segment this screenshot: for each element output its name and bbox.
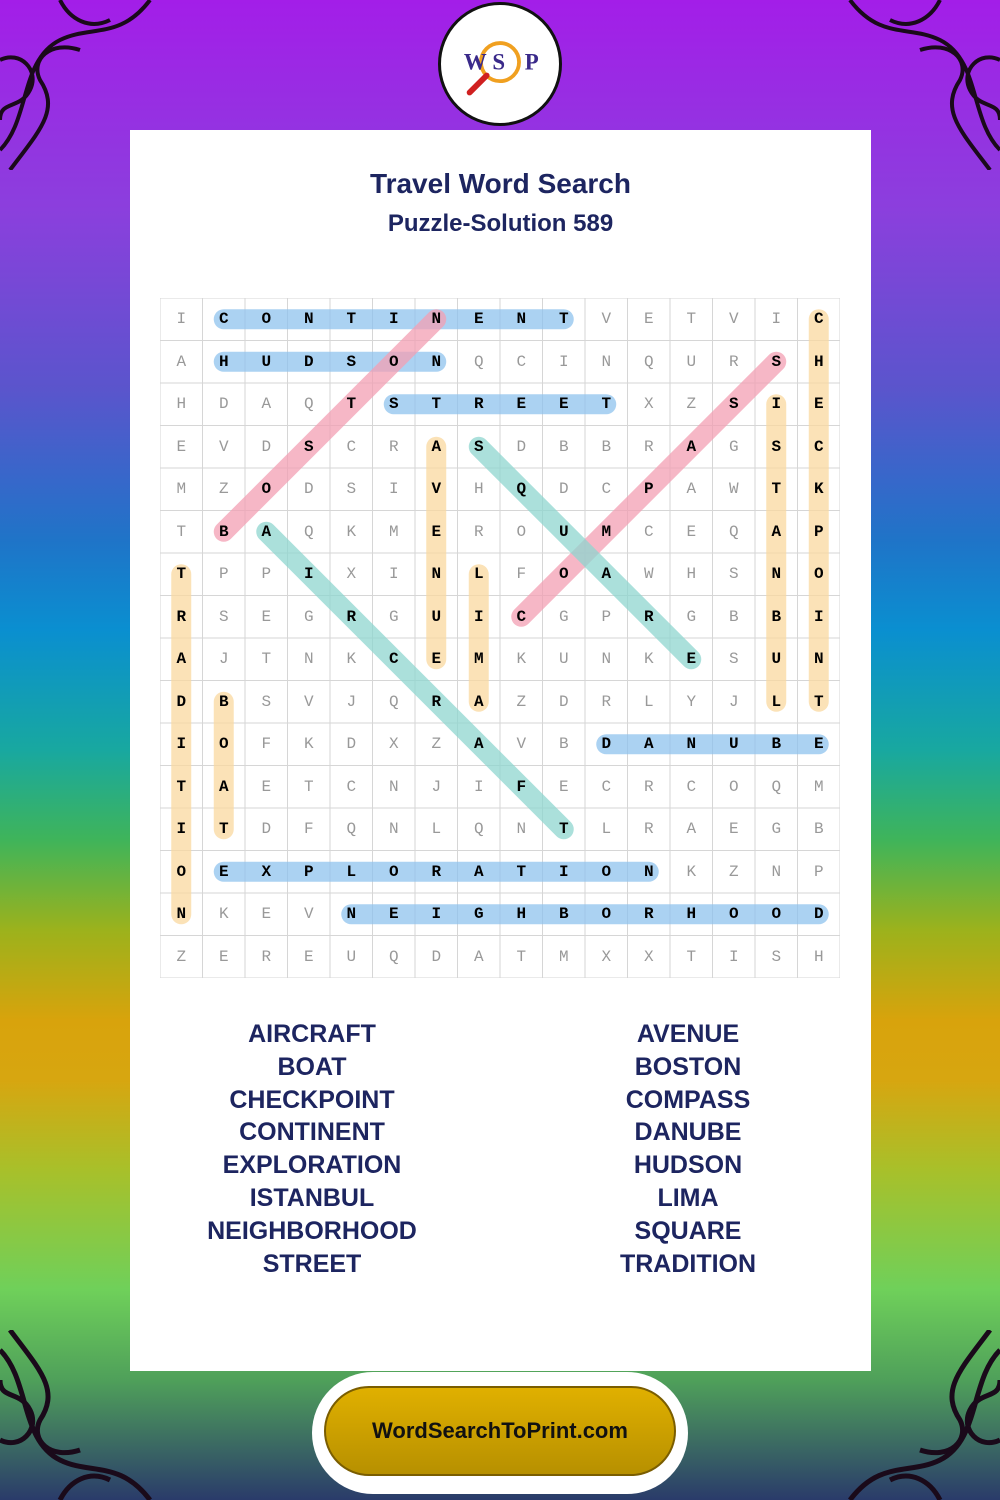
grid-cell: A xyxy=(473,947,484,966)
grid-cell: G xyxy=(686,607,697,626)
puzzle-panel xyxy=(130,130,871,1371)
word-list-item: BOAT xyxy=(277,1052,347,1081)
grid-cell: R xyxy=(473,522,484,541)
word-list-item: HUDSON xyxy=(633,1151,743,1180)
grid-cell: D xyxy=(601,735,612,754)
page-subtitle: Puzzle-Solution 589 xyxy=(387,210,614,237)
grid-cell: K xyxy=(346,522,357,541)
grid-cell: R xyxy=(643,905,654,924)
grid-cell: S xyxy=(771,352,782,371)
grid-cell: T xyxy=(813,692,824,711)
grid-cell: E xyxy=(813,395,824,414)
grid-cell: O xyxy=(813,565,824,584)
word-list-item: NEIGHBORHOOD xyxy=(207,1216,417,1245)
grid-cell: G xyxy=(558,607,569,626)
grid-cell: S xyxy=(473,437,484,456)
grid-cell: I xyxy=(176,820,187,839)
grid-cell: I xyxy=(388,310,399,329)
grid-cell: D xyxy=(218,395,229,414)
word-list-item: TRADITION xyxy=(619,1249,757,1278)
grid-cell: Z xyxy=(431,735,442,754)
grid-cell: T xyxy=(431,395,442,414)
grid-cell: E xyxy=(176,437,187,456)
grid-cell: B xyxy=(771,735,782,754)
grid-cell: H xyxy=(218,352,229,371)
grid-cell: C xyxy=(601,777,612,796)
grid-cell: M xyxy=(813,777,824,796)
grid-cell: X xyxy=(346,565,357,584)
grid-cell: L xyxy=(771,692,782,711)
grid-cell: I xyxy=(176,735,187,754)
grid-cell: V xyxy=(303,692,314,711)
grid-cell: R xyxy=(643,777,654,796)
grid-cell: N xyxy=(771,565,782,584)
grid-cell: O xyxy=(218,735,229,754)
grid-cell: T xyxy=(601,395,612,414)
grid-cell: V xyxy=(516,735,527,754)
grid-cell: R xyxy=(473,395,484,414)
grid-cell: H xyxy=(176,395,187,414)
grid-cell: Q xyxy=(303,522,314,541)
grid-cell: B xyxy=(558,437,569,456)
grid-cell: R xyxy=(176,607,187,626)
grid-cell: D xyxy=(261,820,272,839)
site-banner[interactable] xyxy=(312,1372,688,1494)
grid-cell: U xyxy=(261,352,272,371)
grid-cell: N xyxy=(431,352,442,371)
grid-cell: A xyxy=(686,480,697,499)
grid-cell: U xyxy=(558,522,569,541)
grid-cell: T xyxy=(176,565,187,584)
grid-cell: U xyxy=(728,735,739,754)
grid-cell: R xyxy=(643,607,654,626)
grid-cell: L xyxy=(601,820,612,839)
grid-cell: O xyxy=(261,480,272,499)
grid-cell: H xyxy=(686,565,697,584)
grid-cell: H xyxy=(686,905,697,924)
grid-cell: A xyxy=(218,777,229,796)
word-list-item: CHECKPOINT xyxy=(229,1085,395,1114)
word-list-right xyxy=(538,1018,838,1280)
grid-cell: B xyxy=(813,820,824,839)
grid-cell: A xyxy=(771,522,782,541)
grid-cell: B xyxy=(218,522,229,541)
grid-cell: V xyxy=(218,437,229,456)
site-banner-pill[interactable] xyxy=(324,1386,676,1476)
grid-cell: S xyxy=(771,947,782,966)
grid-cell: P xyxy=(601,607,612,626)
grid-cell: W xyxy=(728,480,739,499)
grid-cell: S xyxy=(261,692,272,711)
grid-cell: I xyxy=(813,607,824,626)
grid-cell: I xyxy=(558,862,569,881)
word-list-item: LIMA xyxy=(657,1183,719,1212)
grid-cell: N xyxy=(601,650,612,669)
grid-cell: B xyxy=(771,607,782,626)
grid-cell: C xyxy=(516,352,527,371)
grid-cell: T xyxy=(558,820,569,839)
grid-cell: T xyxy=(686,310,697,329)
grid-cell: O xyxy=(601,905,612,924)
grid-cell: J xyxy=(431,777,442,796)
word-list-item: BOSTON xyxy=(634,1052,742,1081)
grid-cell: T xyxy=(558,310,569,329)
grid-cell: K xyxy=(643,650,654,669)
logo-letter-s: S xyxy=(492,49,506,75)
grid-cell: X xyxy=(643,395,654,414)
grid-cell: F xyxy=(516,565,527,584)
grid-cell: C xyxy=(218,310,229,329)
grid-cell: J xyxy=(346,692,357,711)
grid-cell: Q xyxy=(473,820,484,839)
grid-cell: T xyxy=(176,777,187,796)
grid-cell: S xyxy=(303,437,314,456)
grid-cell: I xyxy=(303,565,314,584)
grid-cell: C xyxy=(601,480,612,499)
grid-cell: U xyxy=(686,352,697,371)
grid-cell: V xyxy=(431,480,442,499)
grid-cell: B xyxy=(601,437,612,456)
grid-cell: M xyxy=(176,480,187,499)
grid-cell: E xyxy=(261,607,272,626)
grid-cell: N xyxy=(686,735,697,754)
grid-cell: I xyxy=(771,395,782,414)
grid-cell: G xyxy=(303,607,314,626)
grid-cell: O xyxy=(728,905,739,924)
grid-cell: B xyxy=(558,905,569,924)
word-list-left xyxy=(162,1018,462,1280)
grid-cell: H xyxy=(813,947,824,966)
grid-cell: I xyxy=(771,310,782,329)
grid-cell: P xyxy=(813,862,824,881)
grid-cell: F xyxy=(303,820,314,839)
grid-cell: T xyxy=(686,947,697,966)
grid-cell: M xyxy=(558,947,569,966)
grid-cell: Y xyxy=(686,692,697,711)
grid-cell: K xyxy=(218,905,229,924)
grid-cell: S xyxy=(218,607,229,626)
grid-cell: Q xyxy=(771,777,782,796)
logo-letter-w: W xyxy=(463,49,487,75)
grid-cell: C xyxy=(346,437,357,456)
grid-cell: L xyxy=(643,692,654,711)
grid-cell: D xyxy=(261,437,272,456)
grid-cell: A xyxy=(473,862,484,881)
grid-cell: Q xyxy=(346,820,357,839)
grid-cell: E xyxy=(388,905,399,924)
grid-cell: Z xyxy=(516,692,527,711)
grid-cell: U xyxy=(771,650,782,669)
grid-cell: N xyxy=(388,820,399,839)
grid-cell: I xyxy=(388,565,399,584)
grid-cell: E xyxy=(431,522,442,541)
word-list-item: DANUBE xyxy=(634,1118,742,1147)
grid-cell: E xyxy=(303,947,314,966)
grid-cell: O xyxy=(558,565,569,584)
grid-cell: Q xyxy=(473,352,484,371)
grid-cell: O xyxy=(388,352,399,371)
grid-cell: A xyxy=(176,352,187,371)
grid-cell: S xyxy=(346,352,357,371)
grid-cell: I xyxy=(473,777,484,796)
grid-cell: N xyxy=(176,905,187,924)
grid-cell: G xyxy=(388,607,399,626)
grid-cell: M xyxy=(473,650,484,669)
grid-cell: H xyxy=(473,480,484,499)
grid-cell: K xyxy=(346,650,357,669)
grid-cell: E xyxy=(728,820,739,839)
site-logo[interactable] xyxy=(438,2,562,126)
grid-cell: E xyxy=(686,522,697,541)
grid-cell: R xyxy=(728,352,739,371)
grid-cell: G xyxy=(473,905,484,924)
grid-cell: T xyxy=(176,522,187,541)
grid-cell: E xyxy=(261,905,272,924)
grid-cell: X xyxy=(261,862,272,881)
grid-cell: N xyxy=(771,862,782,881)
grid-cell: T xyxy=(346,395,357,414)
grid-cell: Q xyxy=(516,480,527,499)
grid-cell: N xyxy=(601,352,612,371)
grid-cell: A xyxy=(686,437,697,456)
grid-cell: Z xyxy=(176,947,187,966)
grid-cell: F xyxy=(261,735,272,754)
grid-cell: A xyxy=(261,522,272,541)
grid-cell: C xyxy=(388,650,399,669)
grid-cell: R xyxy=(643,820,654,839)
grid-cell: T xyxy=(516,947,527,966)
grid-cell: H xyxy=(516,905,527,924)
grid-cell: C xyxy=(813,310,824,329)
grid-cell: E xyxy=(516,395,527,414)
grid-cell: K xyxy=(516,650,527,669)
grid-cell: N xyxy=(813,650,824,669)
site-url-text: WordSearchToPrint.com xyxy=(372,1418,628,1443)
grid-cell: E xyxy=(218,947,229,966)
grid-cell: E xyxy=(473,310,484,329)
grid-cell: D xyxy=(303,480,314,499)
word-list-item: AVENUE xyxy=(636,1020,740,1048)
word-list-item: COMPASS xyxy=(625,1085,751,1114)
grid-cell: V xyxy=(601,310,612,329)
grid-cell: Z xyxy=(686,395,697,414)
grid-cell: D xyxy=(558,480,569,499)
grid-cell: X xyxy=(388,735,399,754)
grid-cell: A xyxy=(601,565,612,584)
grid-cell: E xyxy=(813,735,824,754)
grid-cell: A xyxy=(431,437,442,456)
grid-cell: N xyxy=(431,565,442,584)
grid-cell: D xyxy=(558,692,569,711)
grid-cell: T xyxy=(261,650,272,669)
grid-cell: E xyxy=(261,777,272,796)
grid-cell: A xyxy=(176,650,187,669)
grid-cell: I xyxy=(558,352,569,371)
grid-cell: X xyxy=(601,947,612,966)
grid-cell: O xyxy=(261,310,272,329)
grid-cell: D xyxy=(303,352,314,371)
grid-cell: E xyxy=(431,650,442,669)
grid-cell: O xyxy=(516,522,527,541)
grid-cell: V xyxy=(728,310,739,329)
grid-cell: M xyxy=(388,522,399,541)
grid-cell: O xyxy=(388,862,399,881)
grid-cell: L xyxy=(473,565,484,584)
word-search-grid xyxy=(160,298,840,978)
grid-cell: R xyxy=(346,607,357,626)
word-list-item: STREET xyxy=(262,1249,362,1278)
word-list-item: ISTANBUL xyxy=(249,1183,375,1212)
grid-cell: N xyxy=(643,862,654,881)
grid-cell: V xyxy=(303,905,314,924)
grid-cell: D xyxy=(516,437,527,456)
grid-cell: F xyxy=(516,777,527,796)
grid-cell: O xyxy=(176,862,187,881)
grid-cell: T xyxy=(771,480,782,499)
grid-cell: R xyxy=(261,947,272,966)
grid-cell: P xyxy=(813,522,824,541)
grid-cell: E xyxy=(558,395,569,414)
grid-cell: Q xyxy=(728,522,739,541)
grid-cell: D xyxy=(346,735,357,754)
grid-cell: T xyxy=(303,777,314,796)
grid-cell: D xyxy=(813,905,824,924)
grid-cell: D xyxy=(176,692,187,711)
grid-cell: T xyxy=(516,862,527,881)
word-list-item: EXPLORATION xyxy=(222,1151,402,1180)
grid-cell: Q xyxy=(388,692,399,711)
grid-cell: W xyxy=(643,565,654,584)
grid-cell: A xyxy=(473,692,484,711)
grid-cell: P xyxy=(218,565,229,584)
grid-cell: G xyxy=(728,437,739,456)
grid-cell: U xyxy=(431,607,442,626)
grid-cell: E xyxy=(218,862,229,881)
grid-cell: N xyxy=(303,310,314,329)
grid-cell: I xyxy=(431,905,442,924)
grid-cell: P xyxy=(303,862,314,881)
grid-cell: N xyxy=(388,777,399,796)
grid-cell: A xyxy=(261,395,272,414)
grid-cell: C xyxy=(516,607,527,626)
grid-cell: D xyxy=(431,947,442,966)
logo-letter-p: P xyxy=(524,49,539,75)
grid-cell: A xyxy=(473,735,484,754)
grid-cell: P xyxy=(643,480,654,499)
grid-cell: Z xyxy=(218,480,229,499)
page-title: Travel Word Search xyxy=(370,168,631,199)
grid-cell: S xyxy=(771,437,782,456)
grid-cell: L xyxy=(431,820,442,839)
grid-cell: N xyxy=(346,905,357,924)
letter-grid xyxy=(160,298,840,978)
grid-cell: N xyxy=(431,310,442,329)
grid-cell: J xyxy=(728,692,739,711)
word-list-item: CONTINENT xyxy=(239,1118,385,1147)
grid-cell: A xyxy=(686,820,697,839)
grid-cell: B xyxy=(218,692,229,711)
grid-cell: C xyxy=(686,777,697,796)
grid-cell: R xyxy=(388,437,399,456)
grid-cell: S xyxy=(728,650,739,669)
grid-cell: Q xyxy=(643,352,654,371)
grid-cell: O xyxy=(771,905,782,924)
grid-cell: T xyxy=(346,310,357,329)
grid-cell: E xyxy=(558,777,569,796)
grid-cell: C xyxy=(346,777,357,796)
grid-cell: L xyxy=(346,862,357,881)
grid-cell: N xyxy=(516,310,527,329)
grid-cell: C xyxy=(813,437,824,456)
grid-cell: U xyxy=(558,650,569,669)
grid-cell: S xyxy=(346,480,357,499)
grid-cell: Q xyxy=(303,395,314,414)
grid-cell: K xyxy=(813,480,824,499)
word-list-item: AIRCRAFT xyxy=(248,1020,376,1048)
grid-cell: I xyxy=(728,947,739,966)
grid-cell: B xyxy=(728,607,739,626)
grid-cell: B xyxy=(558,735,569,754)
grid-cell: S xyxy=(728,395,739,414)
grid-cell: N xyxy=(516,820,527,839)
grid-cell: N xyxy=(303,650,314,669)
grid-cell: Z xyxy=(728,862,739,881)
grid-cell: E xyxy=(686,650,697,669)
grid-cell: Q xyxy=(388,947,399,966)
grid-cell: P xyxy=(261,565,272,584)
grid-cell: I xyxy=(176,310,187,329)
grid-cell: M xyxy=(601,522,612,541)
grid-cell: U xyxy=(346,947,357,966)
grid-cell: J xyxy=(218,650,229,669)
grid-cell: O xyxy=(728,777,739,796)
grid-cell: H xyxy=(813,352,824,371)
grid-cell: E xyxy=(643,310,654,329)
grid-cell: R xyxy=(643,437,654,456)
grid-cell: S xyxy=(388,395,399,414)
grid-cell: I xyxy=(388,480,399,499)
word-list-item: SQUARE xyxy=(634,1216,742,1245)
grid-cell: S xyxy=(728,565,739,584)
grid-cell: R xyxy=(601,692,612,711)
grid-cell: G xyxy=(771,820,782,839)
grid-cell: I xyxy=(473,607,484,626)
grid-cell: T xyxy=(218,820,229,839)
grid-cell: C xyxy=(643,522,654,541)
grid-cell: O xyxy=(601,862,612,881)
grid-cell: K xyxy=(303,735,314,754)
grid-cell: R xyxy=(431,692,442,711)
grid-cell: K xyxy=(686,862,697,881)
grid-cell: X xyxy=(643,947,654,966)
grid-cell: R xyxy=(431,862,442,881)
grid-cell: A xyxy=(643,735,654,754)
